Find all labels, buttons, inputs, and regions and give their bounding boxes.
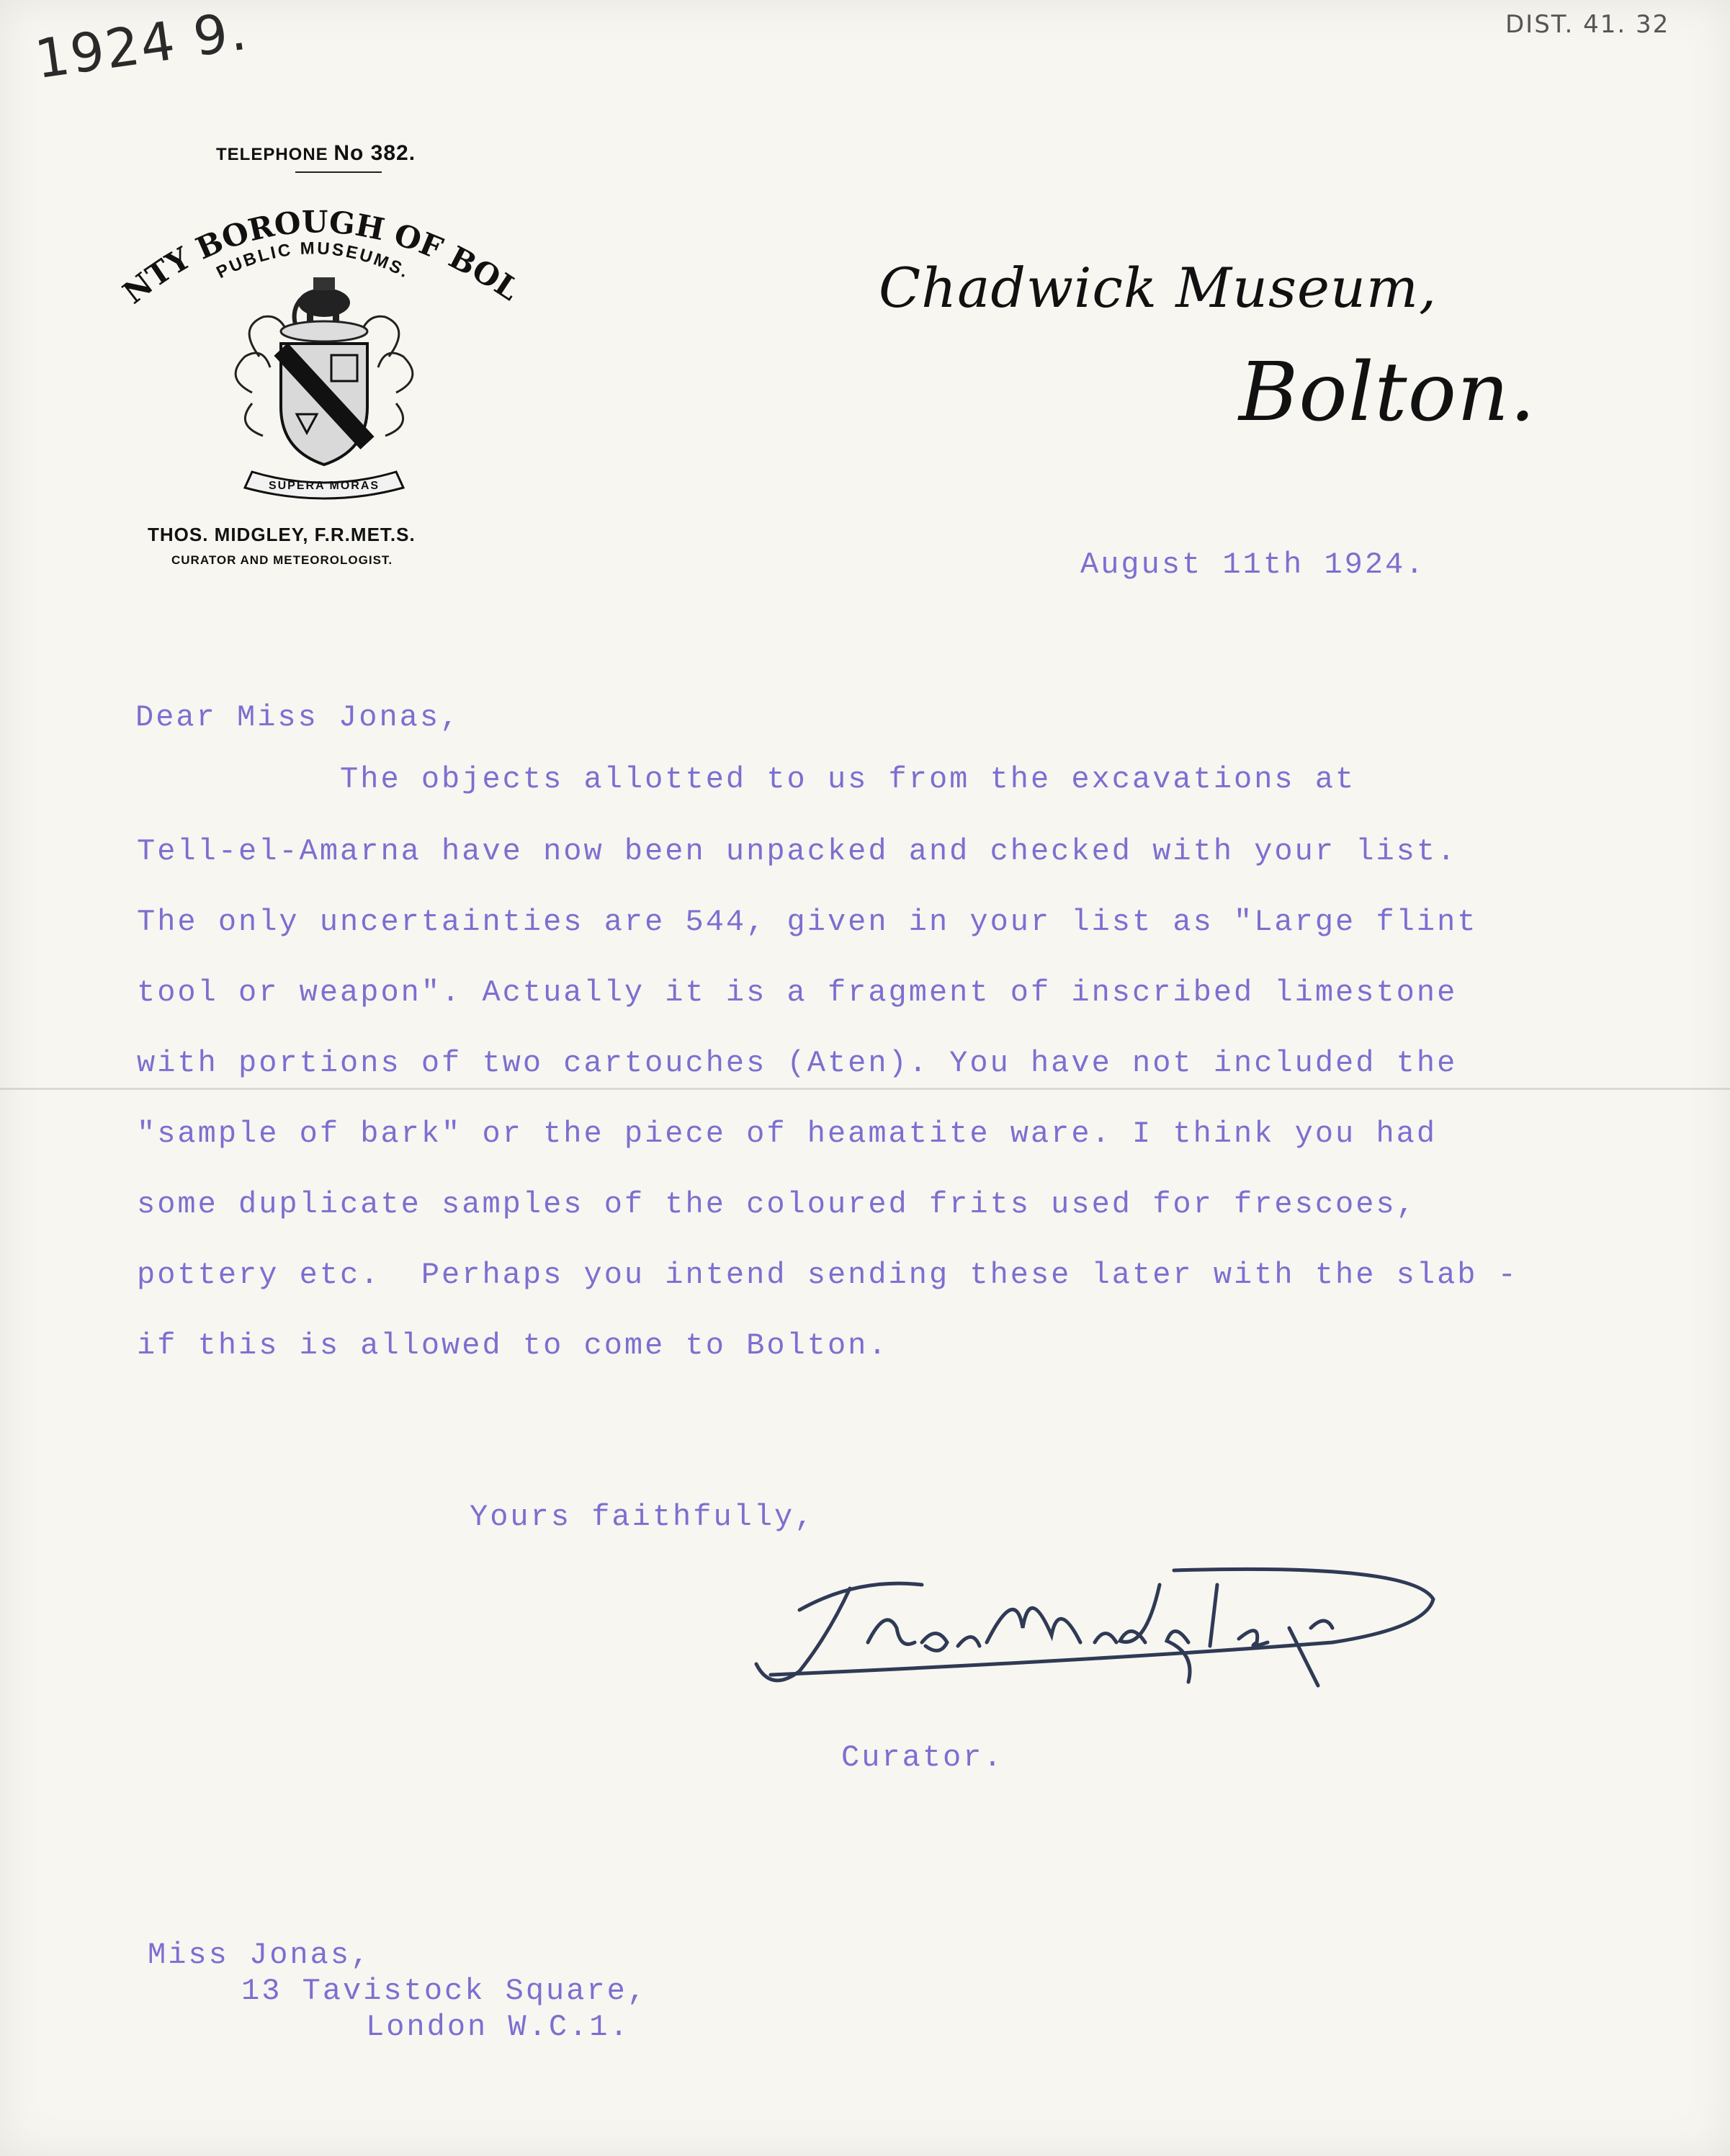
- address-line-1: Miss Jonas,: [148, 1938, 372, 1972]
- body-line-7: some duplicate samples of the coloured frits used for frescoes,: [137, 1187, 1417, 1222]
- address-line-3: London W.C.1.: [366, 2010, 630, 2044]
- letter-date: August 11th 1924.: [1080, 547, 1426, 582]
- address-line-2: 13 Tavistock Square,: [241, 1974, 648, 2008]
- shield-icon: [281, 344, 367, 465]
- body-line-3: The only uncertainties are 544, given in your list as "Large flint: [137, 905, 1478, 939]
- telephone-label: TELEPHONE: [216, 145, 328, 164]
- crest-arc-text: NTY BOROUGH OF BOL: [116, 204, 524, 311]
- body-line-8: pottery etc. Perhaps you intend sending these later with the slab -: [137, 1258, 1518, 1292]
- signoff-title: Curator.: [841, 1740, 1004, 1775]
- body-line-1: The objects allotted to us from the excavations at: [137, 762, 1356, 797]
- paper-fold: [0, 1088, 1730, 1090]
- telephone-line: [216, 141, 416, 166]
- curator-name: THOS. MIDGLEY, F.R.MET.S.: [148, 524, 416, 545]
- svg-text:SUPERA MORAS: SUPERA MORAS: [268, 480, 380, 492]
- body-line-4: tool or weapon". Actually it is a fragment of inscribed limestone: [137, 975, 1458, 1010]
- svg-text:Thos Midgley: Thos Midgley: [742, 1556, 748, 1557]
- archive-reference: DIST. 41. 32: [1505, 10, 1670, 39]
- body-line-5: with portions of two cartouches (Aten). You have not included the: [137, 1046, 1458, 1081]
- body-line-9: if this is allowed to come to Bolton.: [137, 1328, 889, 1363]
- museum-name: Chadwick Museum,: [879, 256, 1438, 320]
- telephone-rule: [295, 171, 382, 173]
- museum-town: Bolton.: [1239, 346, 1536, 439]
- pencil-year-note: 1924 9.: [31, 0, 251, 91]
- elephant-icon: [295, 277, 350, 324]
- crest-sub-text: PUBLIC MUSEUMS.: [213, 238, 413, 283]
- body-line-2: Tell-el-Amarna have now been unpacked and checked with your list.: [137, 834, 1458, 869]
- curator-title: CURATOR AND METEOROLOGIST.: [171, 553, 393, 567]
- closing: Yours faithfully,: [470, 1500, 815, 1534]
- letterhead-crest: [108, 176, 540, 508]
- body-line-6: "sample of bark" or the piece of heamatite ware. I think you had: [137, 1117, 1438, 1151]
- coat-of-arms-icon: [108, 176, 540, 508]
- signature: [742, 1556, 1491, 1693]
- motto-scroll: [245, 472, 403, 498]
- telephone-number: No 382.: [333, 141, 416, 165]
- salutation: Dear Miss Jonas,: [135, 700, 461, 735]
